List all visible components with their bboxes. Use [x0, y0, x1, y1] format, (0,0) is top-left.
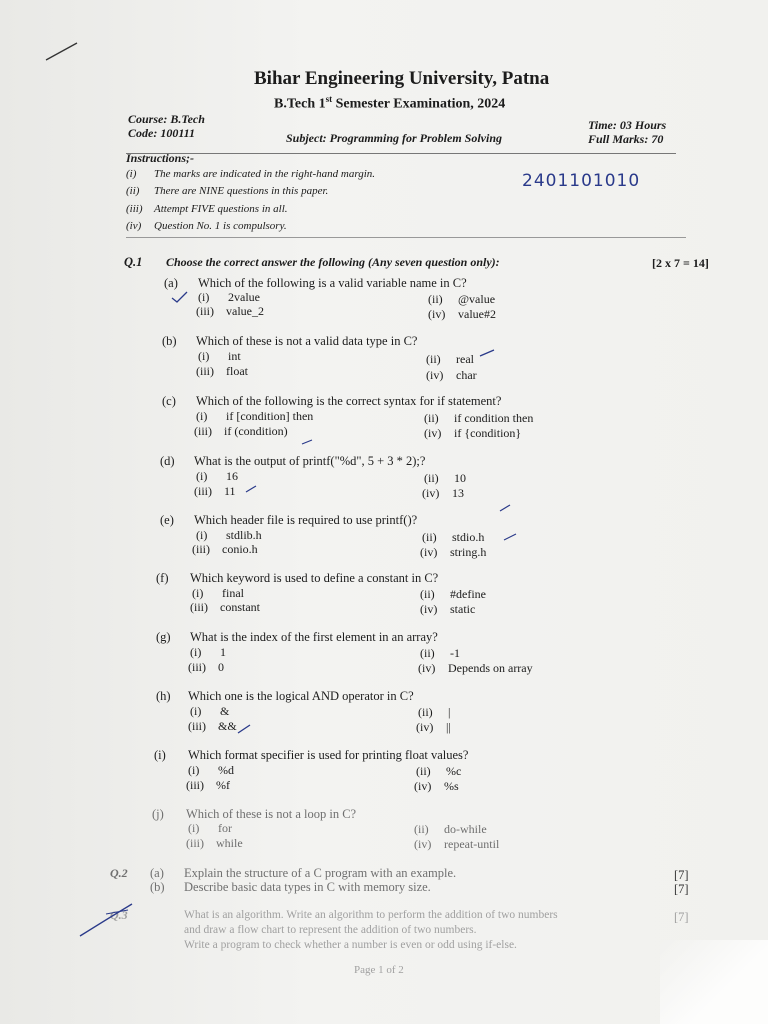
- option: (ii) %c: [416, 764, 462, 778]
- question-label: (j): [152, 807, 164, 821]
- option: (i) 16: [196, 469, 238, 483]
- option: (i) if [condition] then: [196, 409, 314, 423]
- tick-mark-icon: [244, 484, 258, 494]
- question-text: Write a program to check whether a number is even or odd using if-else.: [184, 939, 517, 951]
- option: (ii) 10: [424, 471, 466, 485]
- option: (i) stdlib.h: [196, 528, 262, 542]
- option: (ii) do-while: [414, 822, 487, 836]
- q1-marks: [2 x 7 = 14]: [652, 256, 709, 270]
- page-glare: [660, 940, 768, 1024]
- course-label: Course: B.Tech: [128, 112, 205, 126]
- question-text: Which of these is not a loop in C?: [186, 807, 357, 821]
- option: (ii) |: [418, 705, 451, 719]
- option: (iii) float: [196, 364, 248, 378]
- pen-mark: [44, 40, 80, 62]
- option: (ii) real: [426, 352, 474, 366]
- instruction-item: (i) The marks are indicated in the right-hand margin.: [126, 168, 375, 180]
- subject-label: Subject: Programming for Problem Solving: [286, 131, 503, 145]
- option: (i) int: [198, 349, 241, 363]
- question-text: Which keyword is used to define a constant in C?: [190, 571, 439, 585]
- option: (iv) ||: [416, 720, 451, 734]
- option: (iv) %s: [414, 779, 459, 793]
- option: (iv) string.h: [420, 545, 487, 559]
- option: (ii) #define: [420, 587, 486, 601]
- option: (iii) %f: [186, 778, 230, 792]
- question-label: (f): [156, 571, 169, 585]
- option: (ii) -1: [420, 646, 460, 660]
- time-label: Time: 03 Hours: [588, 118, 667, 132]
- tick-mark-icon: [170, 290, 190, 304]
- tick-mark-icon: [236, 723, 252, 735]
- header-divider: [126, 153, 676, 154]
- question-text: Which of the following is the correct syntax for if statement?: [196, 394, 502, 408]
- option: (i) &: [190, 704, 230, 718]
- question-marks: [7]: [674, 910, 689, 924]
- instructions-divider: [126, 237, 686, 238]
- question-label: (b): [162, 334, 177, 348]
- question-text: What is an algorithm. Write an algorithm to perform the addition of two numbers: [184, 909, 558, 921]
- option: (ii) @value: [428, 292, 496, 306]
- question-text: Explain the structure of a C program with an example.: [184, 866, 457, 880]
- question-label: (a): [150, 866, 164, 880]
- question-label: (b): [150, 880, 165, 894]
- option: (iv) 13: [422, 486, 464, 500]
- option: (iii) value_2: [196, 304, 264, 318]
- instructions-heading: Instructions;-: [126, 151, 195, 165]
- option: (iv) if {condition}: [424, 426, 522, 440]
- option: (i) 1: [190, 645, 226, 659]
- pen-mark: [76, 900, 136, 940]
- page-number: Page 1 of 2: [354, 964, 404, 976]
- option: (ii) stdio.h: [422, 530, 485, 544]
- option: (iii) conio.h: [192, 542, 258, 556]
- option: (i) 2value: [198, 290, 260, 304]
- question-text: Which one is the logical AND operator in C?: [188, 689, 414, 703]
- question-text: Which of the following is a valid variable name in C?: [198, 276, 467, 290]
- option: (iii) 0: [188, 660, 224, 674]
- handwritten-roll-number: 2401101010: [522, 171, 641, 191]
- question-text: Which header file is required to use printf()?: [194, 513, 418, 527]
- question-text: Which of these is not a valid data type in C?: [196, 334, 418, 348]
- tick-mark-icon: [478, 348, 496, 360]
- question-label: (a): [164, 276, 178, 290]
- question-marks: [7]: [674, 882, 689, 896]
- option: (i) %d: [188, 763, 234, 777]
- question-label: (c): [162, 394, 176, 408]
- tick-mark-icon: [502, 532, 518, 542]
- option: (i) final: [192, 586, 244, 600]
- university-title: Bihar Engineering University, Patna: [254, 68, 550, 89]
- option: (iv) repeat-until: [414, 837, 500, 851]
- option: (ii) if condition then: [424, 411, 534, 425]
- question-text: Which format specifier is used for printing float values?: [188, 748, 469, 762]
- exam-title: B.Tech 1st Semester Examination, 2024: [274, 94, 506, 112]
- option: (iii) constant: [190, 600, 260, 614]
- option: (iv) value#2: [428, 307, 496, 321]
- q1-instruction: Choose the correct answer the following (Any seven question only):: [166, 255, 500, 269]
- question-text: Describe basic data types in C with memory size.: [184, 880, 431, 894]
- question-marks: [7]: [674, 868, 689, 882]
- q2-label: Q.2: [110, 866, 128, 880]
- question-label: (e): [160, 513, 174, 527]
- tick-mark-icon: [300, 436, 314, 446]
- option: (iv) char: [426, 368, 477, 382]
- code-label: Code: 100111: [128, 126, 196, 140]
- option: (iv) Depends on array: [418, 661, 533, 675]
- q1-label: Q.1: [124, 255, 143, 269]
- option: (iii) if (condition): [194, 424, 288, 438]
- option: (iii) &&: [188, 719, 237, 733]
- option: (iii) while: [186, 836, 243, 850]
- tick-mark-icon: [498, 503, 512, 513]
- option: (iii) 11: [194, 484, 236, 498]
- question-label: (d): [160, 454, 175, 468]
- instruction-item: (iv) Question No. 1 is compulsory.: [126, 220, 287, 232]
- instruction-item: (ii) There are NINE questions in this paper.: [126, 185, 329, 197]
- instruction-item: (iii) Attempt FIVE questions in all.: [126, 203, 288, 215]
- q3-label: Q.3: [110, 908, 128, 922]
- question-text: What is the output of printf("%d", 5 + 3 * 2);?: [194, 454, 426, 468]
- full-marks-label: Full Marks: 70: [588, 132, 664, 146]
- question-text: What is the index of the first element in an array?: [190, 630, 438, 644]
- option: (iv) static: [420, 602, 476, 616]
- question-label: (h): [156, 689, 171, 703]
- question-text: and draw a flow chart to represent the addition of two numbers.: [184, 924, 477, 936]
- question-label: (g): [156, 630, 171, 644]
- option: (i) for: [188, 821, 232, 835]
- question-label: (i): [154, 748, 166, 762]
